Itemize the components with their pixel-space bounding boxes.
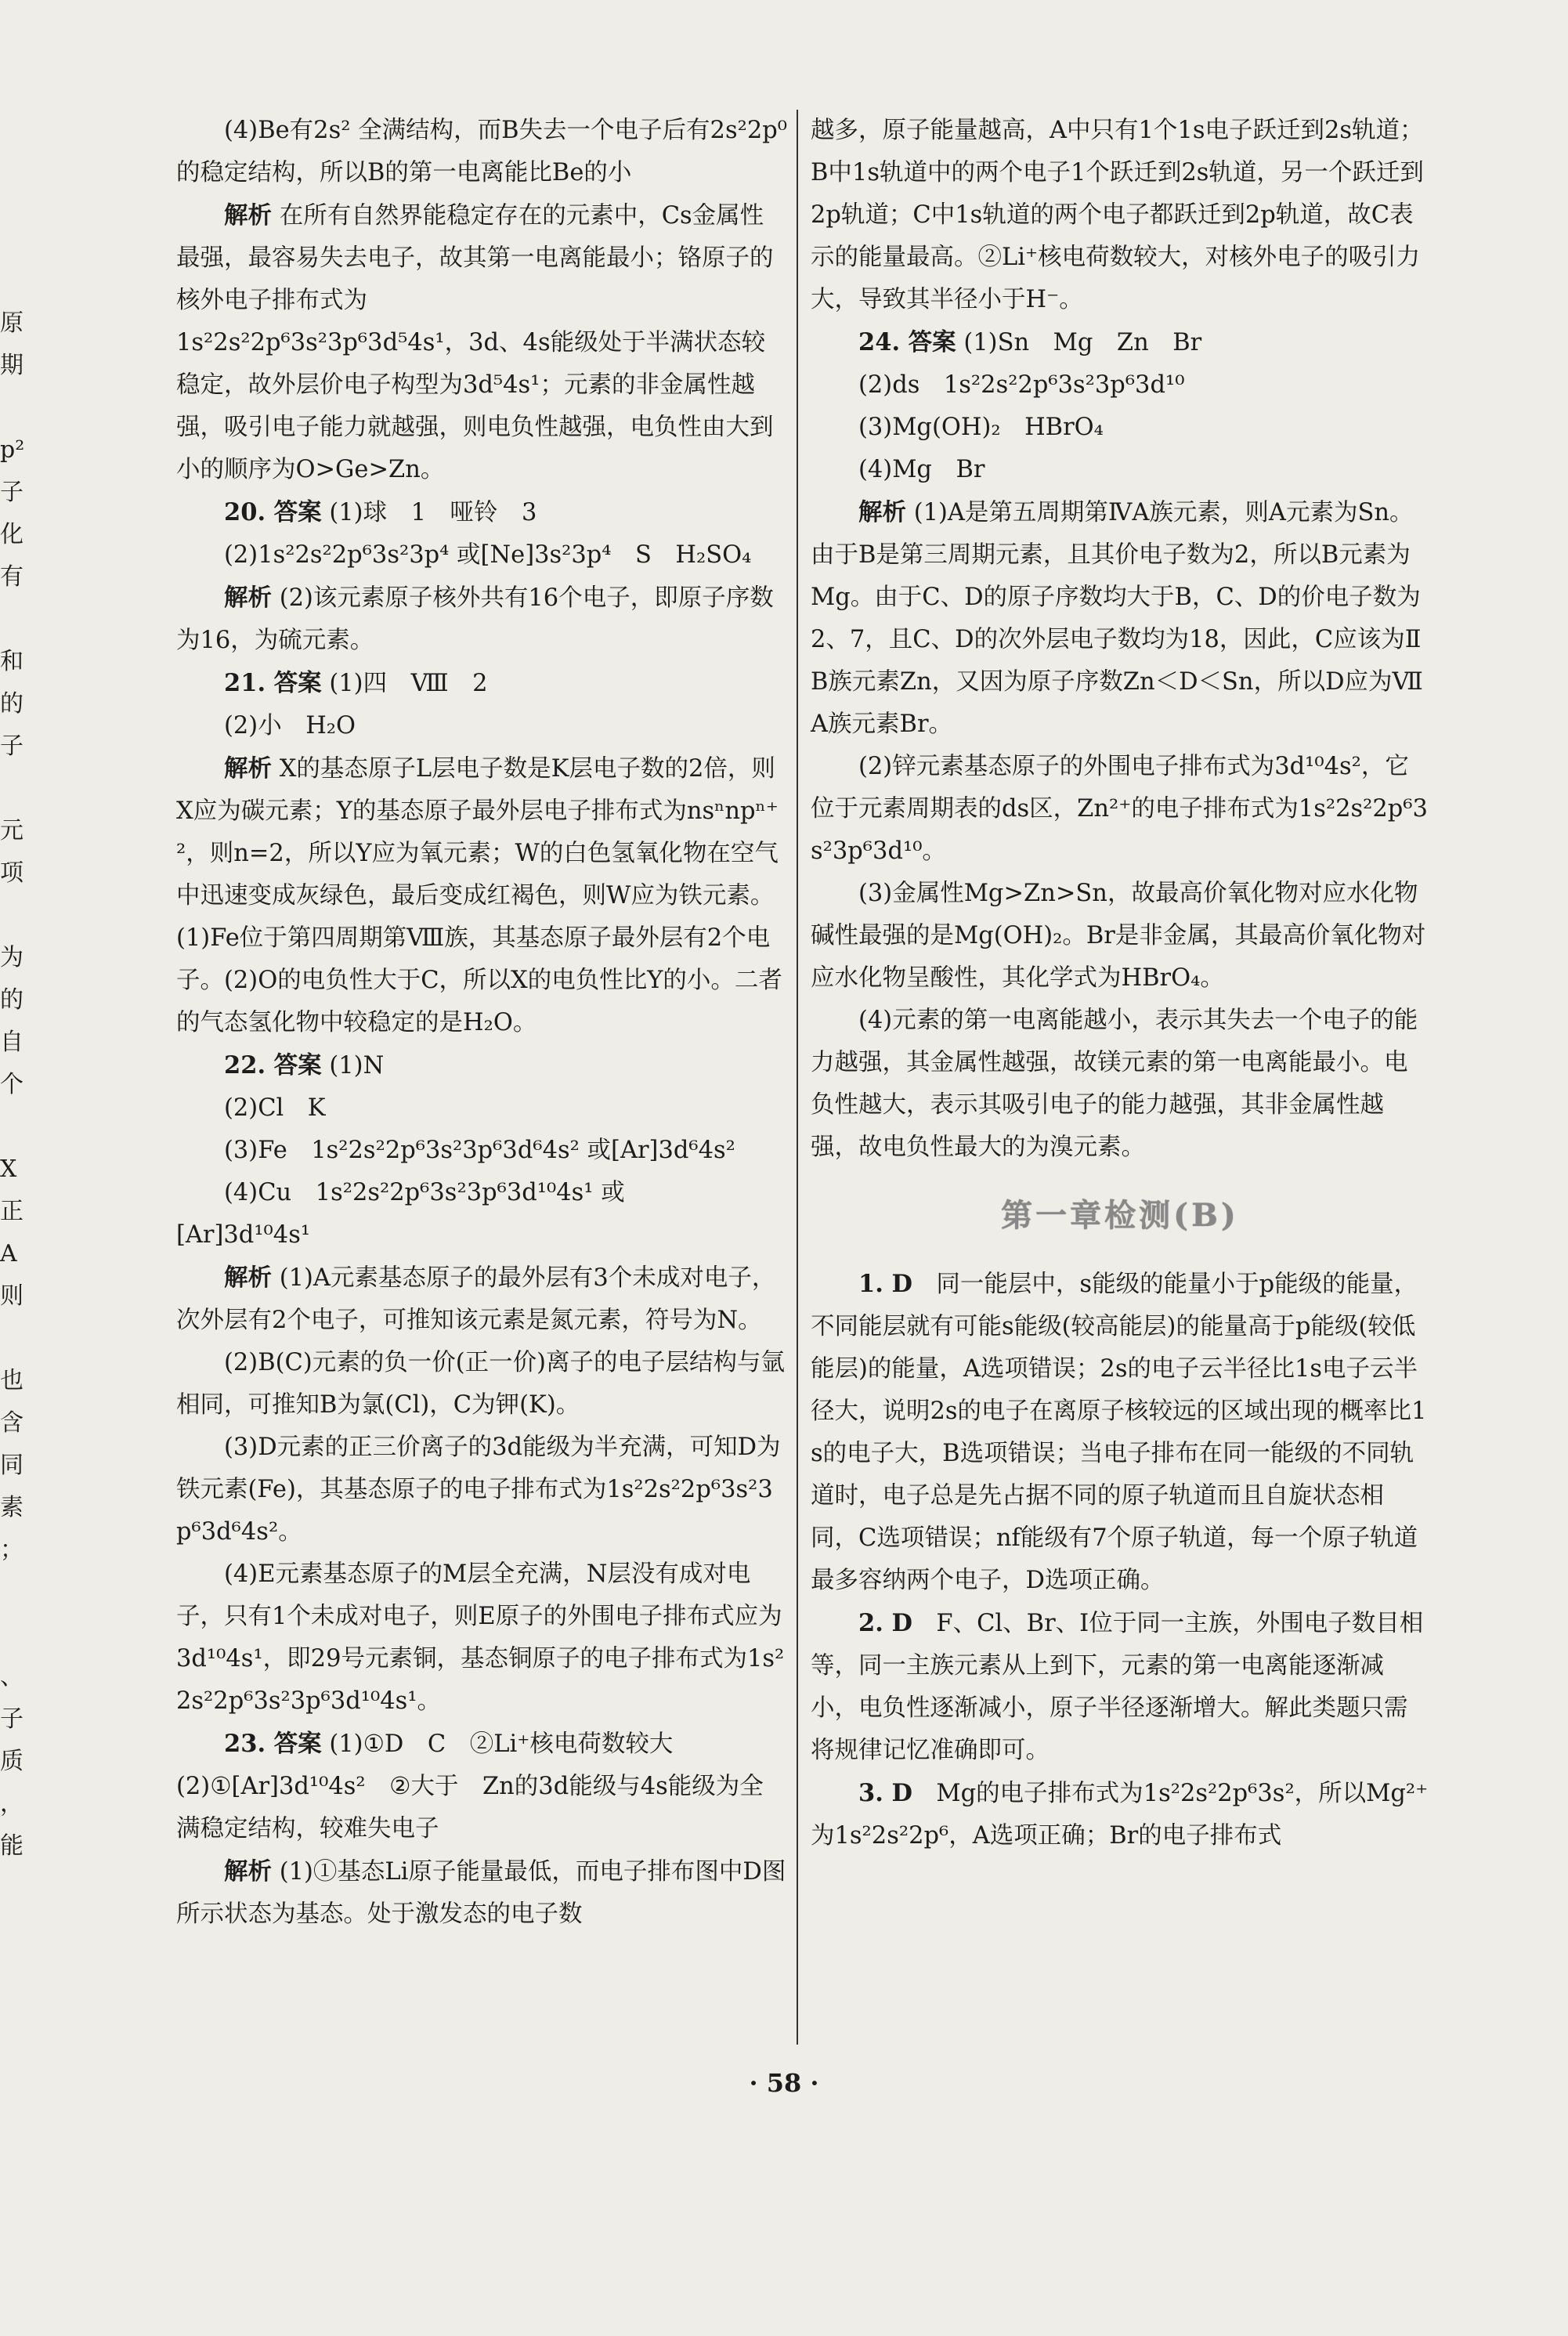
analysis-text: (3)D元素的正三价离子的3d能级为半充满，可知D为铁元素(Fe)，其基态原子的电子排布式为1s²2s²2p⁶3s²3p⁶3d⁶4s²。 (176, 1434, 781, 1546)
margin-char: 则 (0, 1282, 23, 1310)
margin-char: 有 (0, 563, 23, 591)
answer-text: (1)球 1 哑铃 3 (321, 499, 537, 526)
margin-char: 项 (0, 859, 23, 887)
margin-char: 、 (0, 1663, 23, 1691)
analysis-text: X的基态原子L层电子数是K层电子数的2倍，则X应为碳元素；Y的基态原子最外层电子排布式为nsⁿnpⁿ⁺²，则n=2，所以Y应为氧元素；W的白色氢氧化物在空气中迅速变成灰绿色，最后变成红褐色，则W应为铁元素。(1)Fe位于第四周期第Ⅷ族，其基态原子最外层有2个电子。(2)O的电负性大于C，所以X的电负性比Y的小。二者的气态氢化物中较稳定的是H₂O。 (176, 755, 782, 1036)
answer-text: (4)Be有2s² 全满结构，而B失去一个电子后有2s²2p⁰ 的稳定结构，所以B的第一电离能比Be的小 (176, 117, 787, 186)
margin-char: X (0, 1155, 17, 1183)
analysis-label: 解析 (224, 201, 272, 230)
answer-label: 23. 答案 (224, 1730, 322, 1758)
b1-answer (811, 1263, 1429, 1602)
margin-char: 为 (0, 944, 23, 971)
analysis-text: (1)A是第五周期第ⅣA族元素，则A元素为Sn。由于B是第三周期元素，且其价电子数为2，所以B元素为Mg。由于C、D的原子序数均大于B，C、D的价电子数为2、7，且C、D的次外层电子数均为18，因此，C应该为ⅡB族元素Zn，又因为原子序数Zn＜D＜Sn，所以D应为ⅦA族元素Br。 (811, 499, 1423, 738)
answer-text: (2)小 H₂O (224, 712, 356, 739)
analysis-text: 在所有自然界能稳定存在的元素中，Cs金属性最强，最容易失去电子，故其第一电离能最小；铬原子的核外电子排布式为 (176, 202, 774, 314)
answer-text: [Ar]3d¹⁰4s¹ (176, 1221, 311, 1249)
answer-label: 22. 答案 (224, 1051, 322, 1079)
answer-text: (3)Fe 1s²2s²2p⁶3s²3p⁶3d⁶4s² 或[Ar]3d⁶4s² (224, 1137, 735, 1164)
left-column (176, 110, 787, 1936)
analysis-text: (2)该元素原子核外共有16个电子，即原子序数为16，为硫元素。 (176, 584, 774, 654)
margin-char: 原 (0, 309, 23, 337)
answer-text: Mg的电子排布式为1s²2s²2p⁶3s²，所以Mg²⁺为1s²2s²2p⁶，A选项正确；Br的电子排布式 (811, 1780, 1429, 1850)
margin-char: 个 (0, 1071, 23, 1098)
q23-answer (176, 1723, 787, 1766)
margin-char: 子 (0, 732, 23, 760)
section-title: 第一章检测(B) (1001, 1197, 1239, 1234)
answer-text: (1)四 Ⅷ 2 (321, 670, 488, 697)
b2-answer (811, 1602, 1429, 1772)
q22-analysis (176, 1257, 787, 1342)
answer-label: 2. D (858, 1609, 912, 1637)
analysis-text: (1)A元素基态原子的最外层有3个未成对电子，次外层有2个电子，可推知该元素是氮元素，符号为N。 (176, 1264, 776, 1334)
analysis-text: (3)金属性Mg>Zn>Sn，故最高价氧化物对应水化物碱性最强的是Mg(OH)₂。Br是非金属，其最高价氧化物对应水化物呈酸性，其化学式为HBrO₄。 (811, 880, 1426, 992)
margin-char: p² (0, 436, 25, 464)
analysis-text: (4)E元素基态原子的M层全充满，N层没有成对电子，只有1个未成对电子，则E原子的外围电子排布式应为3d¹⁰4s¹，即29号元素铜，基态铜原子的电子排布式为1s²2s²2p⁶3s²3p⁶3d¹⁰4s¹。 (176, 1560, 785, 1715)
margin-char: 元 (0, 817, 23, 844)
margin-char: ； (0, 1536, 23, 1564)
right-column (811, 110, 1429, 1857)
q24-analysis (811, 491, 1429, 746)
margin-char: 和 (0, 648, 23, 675)
answer-text: (2)1s²2s²2p⁶3s²3p⁴ 或[Ne]3s²3p⁴ S H₂SO₄ (224, 541, 752, 569)
q22-answer (176, 1044, 787, 1087)
margin-char: 的 (0, 986, 23, 1014)
answer-text: (2)①[Ar]3d¹⁰4s² ②大于 Zn的3d能级与4s能级为全满稳定结构，较难失电子 (176, 1773, 764, 1842)
margin-char: 正 (0, 1198, 23, 1225)
margin-char: 质 (0, 1748, 23, 1775)
q24-answer (811, 321, 1429, 364)
analysis-label: 解析 (224, 754, 272, 783)
answer-text: F、Cl、Br、I位于同一主族，外围电子数目相等，同一主族元素从上到下，元素的第一电离能逐渐减小，电负性逐渐减小，原子半径逐渐增大。解此类题只需将规律记忆准确即可。 (811, 1610, 1424, 1764)
margin-char: A (0, 1240, 17, 1267)
margin-char: 期 (0, 352, 23, 379)
q20-answer (176, 491, 787, 534)
analysis-label: 解析 (858, 498, 906, 526)
margin-char: 也 (0, 1367, 23, 1394)
answer-text: (2)ds 1s²2s²2p⁶3s²3p⁶3d¹⁰ (858, 371, 1185, 399)
answer-label: 3. D (858, 1779, 912, 1807)
analysis-paragraph (176, 194, 787, 322)
margin-char: 化 (0, 521, 23, 548)
answer-text: (1)①D C ②Li⁺核电荷数较大 (321, 1730, 674, 1758)
answer-label: 1. D (858, 1270, 912, 1298)
answer-text: 同一能层中，s能级的能量小于p能级的能量，不同能层就有可能s能级(较高能层)的能量高于p能级(较低能层)的能量，A选项错误；2s的电子云半径比1s电子云半径大，说明2s的电子在离原子核较远的区域出现的概率比1s的电子大，B选项错误；当电子排布在同一能级的不同轨道时，电子总是先占据不同的原子轨道而且自旋状态相同，C选项错误；nf能级有7个原子轨道，每一个原子轨道最多容纳两个电子，D选项正确。 (811, 1271, 1427, 1594)
analysis-text: 1s²2s²2p⁶3s²3p⁶3d⁵4s¹，3d、4s能级处于半满状态较稳定，故外层价电子构型为3d⁵4s¹；元素的非金属性越强，吸引电子能力就越强，则电负性越强，电负性由大到小的顺序为O>Ge>Zn。 (176, 329, 774, 483)
margin-char: 同 (0, 1452, 23, 1479)
analysis-text: (4)元素的第一电离能越小，表示其失去一个电子的能力越强，其金属性越强，故镁元素的第一电离能最小。电负性越大，表示其吸引电子的能力越强，其非金属性越强，故电负性最大的为溴元素。 (811, 1007, 1418, 1161)
answer-label: 20. 答案 (224, 498, 322, 526)
answer-label: 21. 答案 (224, 669, 322, 697)
answer-text: (3)Mg(OH)₂ HBrO₄ (858, 414, 1104, 441)
margin-char: ， (0, 1790, 23, 1817)
answer-text: (2)Cl K (224, 1094, 326, 1122)
margin-char: 的 (0, 690, 23, 718)
margin-char: 自 (0, 1029, 23, 1056)
analysis-label: 解析 (224, 1264, 272, 1292)
column-divider (797, 110, 798, 2045)
answer-text: (4)Cu 1s²2s²2p⁶3s²3p⁶3d¹⁰4s¹ 或 (224, 1179, 625, 1206)
analysis-text: (2)B(C)元素的负一价(正一价)离子的电子层结构与氩相同，可推知B为氯(Cl)，C为钾(K)。 (176, 1349, 786, 1419)
q20-analysis (176, 577, 787, 662)
q23-analysis (176, 1850, 787, 1936)
margin-char: 子 (0, 479, 23, 506)
answer-text: (4)Mg Br (858, 456, 985, 483)
page-number-value: 58 (766, 2068, 802, 2098)
page-number: · 58 · (749, 2068, 819, 2098)
margin-char: 能 (0, 1832, 23, 1860)
analysis-text: (1)①基态Li原子能量最低，而电子排布图中D图所示状态为基态。处于激发态的电子数 (176, 1858, 786, 1928)
analysis-text: 越多，原子能量越高，A中只有1个1s电子跃迁到2s轨道；B中1s轨道中的两个电子1个跃迁到2s轨道，另一个跃迁到2p轨道；C中1s轨道的两个电子都跃迁到2p轨道，故C表示的能量最高。②Li⁺核电荷数较大，对核外电子的吸引力大，导致其半径小于H⁻。 (811, 117, 1424, 313)
analysis-label: 解析 (224, 1857, 272, 1886)
analysis-label: 解析 (224, 584, 272, 612)
margin-char: 素 (0, 1494, 23, 1521)
analysis-text: (2)锌元素基态原子的外围电子排布式为3d¹⁰4s²，它位于元素周期表的ds区，Zn²⁺的电子排布式为1s²2s²2p⁶3s²3p⁶3d¹⁰。 (811, 753, 1428, 865)
answer-label: 24. 答案 (858, 328, 956, 356)
q21-analysis (176, 747, 787, 1044)
answer-text: (1)Sn Mg Zn Br (956, 329, 1202, 356)
b3-answer (811, 1772, 1429, 1857)
q21-answer (176, 662, 787, 705)
answer-text: (1)N (321, 1052, 385, 1079)
margin-char: 含 (0, 1409, 23, 1437)
margin-char: 子 (0, 1705, 23, 1733)
